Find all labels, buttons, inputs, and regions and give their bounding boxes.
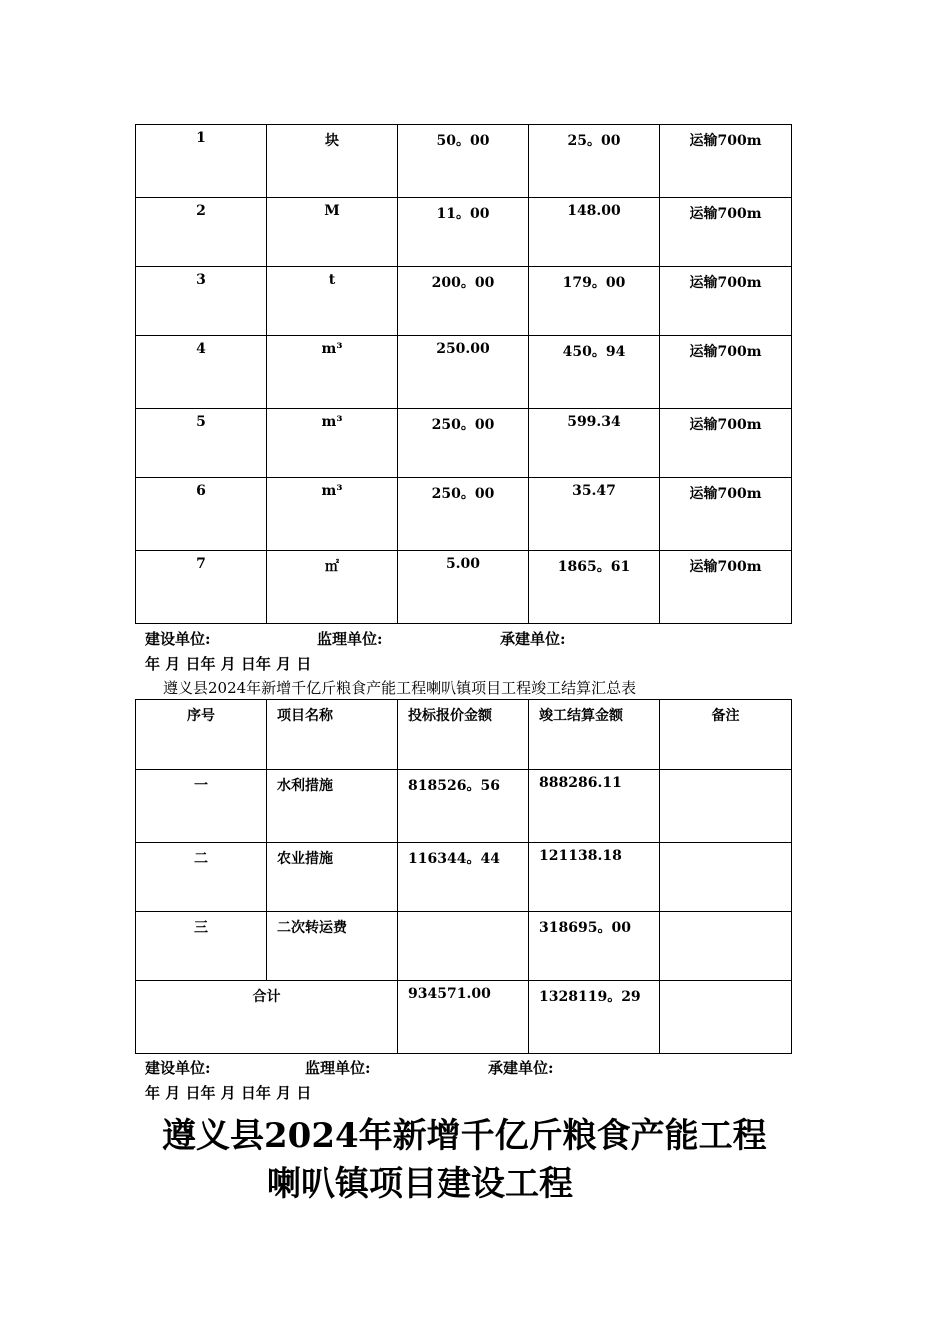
- quantity: 200。00: [398, 267, 529, 336]
- table-row: [136, 125, 792, 198]
- contractor-unit-label: 承建单位:: [488, 1059, 554, 1077]
- row-number: 1: [136, 125, 267, 198]
- table-row: [136, 770, 792, 843]
- unit: 块: [267, 125, 398, 198]
- remark: 运输700m: [660, 267, 792, 336]
- document-title-line-2: 喇叭镇项目建设工程: [267, 1164, 573, 1204]
- quantity: 250。00: [398, 409, 529, 478]
- materials-table: [135, 124, 792, 624]
- row-number: 4: [136, 336, 267, 409]
- serial: 二: [136, 843, 267, 912]
- total-note: [660, 981, 792, 1054]
- unit: M: [267, 198, 398, 267]
- construction-unit-label: 建设单位:: [145, 630, 211, 648]
- serial: 三: [136, 912, 267, 981]
- table-row: [136, 551, 792, 624]
- header-note: 备注: [660, 700, 792, 770]
- bid-amount: 116344。44: [398, 843, 529, 912]
- table-row: [136, 843, 792, 912]
- row-number: 3: [136, 267, 267, 336]
- amount: 35.47: [529, 478, 660, 551]
- quantity: 5.00: [398, 551, 529, 624]
- table-row: [136, 409, 792, 478]
- unit: m³: [267, 478, 398, 551]
- amount: 599.34: [529, 409, 660, 478]
- table-row: [136, 198, 792, 267]
- remark: 运输700m: [660, 409, 792, 478]
- table-row: [136, 267, 792, 336]
- remark: 运输700m: [660, 336, 792, 409]
- total-settlement-amount: 1328119。29: [529, 981, 660, 1054]
- row-number: 5: [136, 409, 267, 478]
- unit: t: [267, 267, 398, 336]
- remark: 运输700m: [660, 125, 792, 198]
- project-name: 二次转运费: [267, 912, 398, 981]
- unit: m³: [267, 336, 398, 409]
- amount: 1865。61: [529, 551, 660, 624]
- settlement-amount: 888286.11: [529, 770, 660, 843]
- amount: 179。00: [529, 267, 660, 336]
- row-number: 2: [136, 198, 267, 267]
- table-row: [136, 478, 792, 551]
- remark: 运输700m: [660, 551, 792, 624]
- note: [660, 912, 792, 981]
- quantity: 11。00: [398, 198, 529, 267]
- header-bid-amount: 投标报价金额: [398, 700, 529, 770]
- settlement-summary-table: [135, 699, 792, 1054]
- row-number: 6: [136, 478, 267, 551]
- date-row: 年 月 日年 月 日年 月 日: [145, 1084, 312, 1102]
- remark: 运输700m: [660, 478, 792, 551]
- row-number: 7: [136, 551, 267, 624]
- bid-amount: 818526。56: [398, 770, 529, 843]
- table-row: [136, 336, 792, 409]
- total-label: 合计: [136, 981, 398, 1054]
- date-row: 年 月 日年 月 日年 月 日: [145, 655, 312, 673]
- unit: ㎡: [267, 551, 398, 624]
- project-name: 农业措施: [267, 843, 398, 912]
- signature-row: [145, 628, 745, 648]
- amount: 25。00: [529, 125, 660, 198]
- total-bid-amount: 934571.00: [398, 981, 529, 1054]
- header-serial: 序号: [136, 700, 267, 770]
- quantity: 250.00: [398, 336, 529, 409]
- table-row: [136, 912, 792, 981]
- unit: m³: [267, 409, 398, 478]
- contractor-unit-label: 承建单位:: [500, 630, 566, 648]
- signature-row: [145, 1057, 745, 1077]
- project-name: 水利措施: [267, 770, 398, 843]
- note: [660, 770, 792, 843]
- remark: 运输700m: [660, 198, 792, 267]
- header-project-name: 项目名称: [267, 700, 398, 770]
- table-header-row: [136, 700, 792, 770]
- amount: 450。94: [529, 336, 660, 409]
- amount: 148.00: [529, 198, 660, 267]
- construction-unit-label: 建设单位:: [145, 1059, 211, 1077]
- settlement-amount: 318695。00: [529, 912, 660, 981]
- quantity: 50。00: [398, 125, 529, 198]
- total-row: [136, 981, 792, 1054]
- summary-table-caption: 遵义县2024年新增千亿斤粮食产能工程喇叭镇项目工程竣工结算汇总表: [163, 679, 637, 697]
- supervision-unit-label: 监理单位:: [317, 630, 383, 648]
- quantity: 250。00: [398, 478, 529, 551]
- note: [660, 843, 792, 912]
- bid-amount: [398, 912, 529, 981]
- serial: 一: [136, 770, 267, 843]
- settlement-amount: 121138.18: [529, 843, 660, 912]
- document-title-line-1: 遵义县2024年新增千亿斤粮食产能工程: [162, 1116, 767, 1156]
- header-settlement-amount: 竣工结算金额: [529, 700, 660, 770]
- supervision-unit-label: 监理单位:: [305, 1059, 371, 1077]
